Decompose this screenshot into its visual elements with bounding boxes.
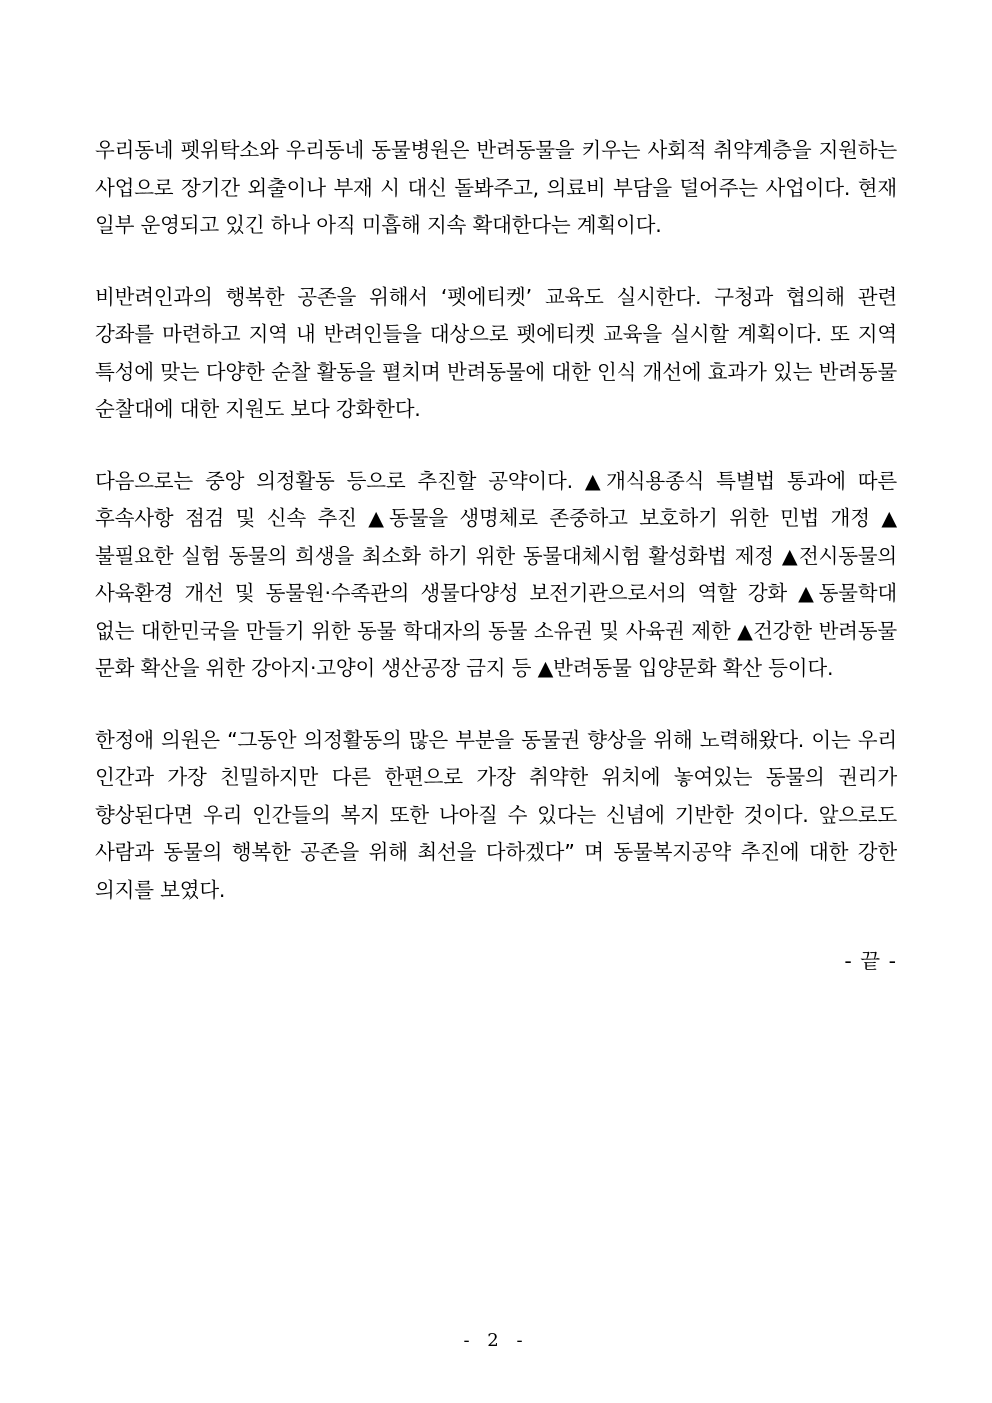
closing-mark: - 끝 - [844, 949, 897, 973]
document-body [95, 132, 897, 981]
paragraph-pet-etiquette: 비반려인과의 행복한 공존을 위해서 ‘펫에티켓’ 교육도 실시한다. 구청과 협의해 관련 강좌를 마련하고 지역 내 반려인들을 대상으로 펫에티켓 교육을 실시할 계획이다. 또 지역 특성에 맞는 다양한 순찰 활동을 펼치며 반려동물에 대한 인식 개선에 효과가 있는 반려동물 순찰대에 대한 지원도 보다 강화한다. [95, 284, 897, 421]
paragraph-lawmaker-quote: 한정애 의원은 “그동안 의정활동의 많은 부분을 동물권 향상을 위해 노력해왔다. 이는 우리 인간과 가장 친밀하지만 다른 한편으로 가장 취약한 위치에 놓여있는 동물의 권리가 향상된다면 우리 인간들의 복지 또한 나아질 수 있다는 신념에 기반한 것이다. 앞으로도 사람과 동물의 행복한 공존을 위해 최선을 다하겠다” 며 동물복지공약 추진에 대한 강한 의지를 보였다. [95, 727, 897, 902]
page-number: - 2 - [463, 1330, 529, 1351]
paragraph-national-pledges: 다음으로는 중앙 의정활동 등으로 추진할 공약이다. ▲개식용종식 특별법 통과에 따른 후속사항 점검 및 신속 추진 ▲동물을 생명체로 존중하고 보호하기 위한 민법 개정 ▲불필요한 실험 동물의 희생을 최소화 하기 위한 동물대체시험 활성화법 제정 ▲전시동물의 사육환경 개선 및 동물원·수족관의 생물다양성 보전기관으로서의 역할 강화 ▲동물학대 없는 대한민국을 만들기 위한 동물 학대자의 동물 소유권 및 사육권 제한 ▲건강한 반려동물 문화 확산을 위한 강아지·고양이 생산공장 금지 등 ▲반려동물 입양문화 확산 등이다. [95, 468, 897, 680]
paragraph-pet-care-services: 우리동네 펫위탁소와 우리동네 동물병원은 반려동물을 키우는 사회적 취약계층을 지원하는 사업으로 장기간 외출이나 부재 시 대신 돌봐주고, 의료비 부담을 덜어주는 사업이다. 현재 일부 운영되고 있긴 하나 아직 미흡해 지속 확대한다는 계획이다. [95, 138, 897, 237]
